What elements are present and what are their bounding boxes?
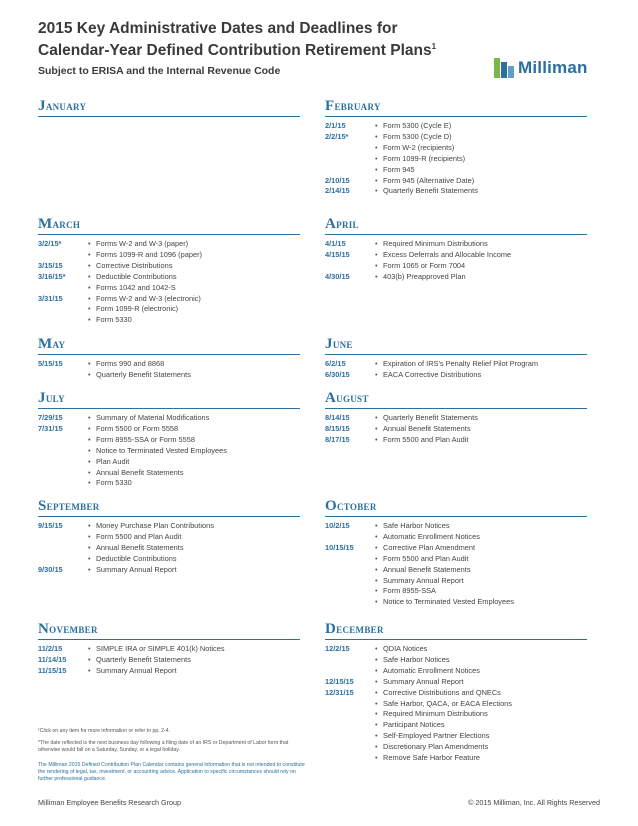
deadline-row[interactable]: [38, 446, 300, 457]
deadline-row[interactable]: [325, 121, 587, 132]
bullet-icon: •: [88, 445, 91, 455]
deadline-row[interactable]: [38, 250, 300, 261]
deadline-row[interactable]: [325, 597, 587, 608]
logo-text: Milliman: [518, 58, 588, 77]
deadline-date: [325, 576, 375, 587]
month-heading: June: [325, 336, 587, 355]
deadline-row[interactable]: [325, 543, 587, 554]
deadline-row[interactable]: [38, 315, 300, 326]
bullet-icon: •: [375, 413, 378, 422]
deadline-item[interactable]: Deductible Contributions: [96, 271, 177, 281]
bullet-icon: •: [88, 369, 91, 379]
deadline-row[interactable]: [38, 359, 300, 370]
deadline-row[interactable]: [325, 532, 587, 543]
bullet-icon: •: [88, 293, 91, 303]
month-february: [325, 98, 587, 197]
deadline-date: 3/2/15*: [38, 239, 62, 248]
deadline-date: 10/15/15: [325, 542, 354, 552]
bullet-icon: •: [88, 434, 91, 444]
deadline-date: [38, 543, 88, 554]
deadline-row[interactable]: [325, 720, 587, 731]
bullet-icon: •: [375, 553, 378, 563]
deadline-item[interactable]: Discretionary Plan Amendments: [383, 742, 489, 752]
deadline-date: 3/15/15: [38, 260, 63, 270]
footnote-business-day: *The date reflected is the next business day following a filing date of an IRS or Department of Labor form that otherwise would fall on a Saturday, Sunday, or a legal holiday.: [38, 740, 289, 753]
deadline-item[interactable]: Corrective Plan Amendment: [383, 542, 476, 552]
deadline-row[interactable]: [38, 457, 300, 468]
deadline-item[interactable]: Forms 990 and 8868: [96, 359, 165, 368]
bullet-icon: •: [88, 654, 91, 664]
deadline-item[interactable]: Summary Annual Report: [383, 676, 464, 686]
deadline-item[interactable]: Automatic Enrollment Notices: [383, 531, 480, 541]
deadline-row[interactable]: [38, 554, 300, 565]
deadline-item[interactable]: Summary of Material Modifications: [96, 413, 210, 422]
deadline-item[interactable]: Summary Annual Report: [96, 665, 177, 675]
deadline-row[interactable]: [38, 655, 300, 666]
deadline-item[interactable]: Required Minimum Distributions: [383, 709, 488, 719]
deadline-row[interactable]: [325, 753, 587, 764]
month-heading: December: [325, 621, 587, 640]
deadline-date: 6/2/15: [325, 359, 346, 368]
deadline-row[interactable]: [38, 478, 300, 489]
deadline-item[interactable]: Notice to Terminated Vested Employees: [383, 597, 514, 607]
disclaimer-note: The Milliman 2015 Defined Contribution Plan Calendar contains general information that is not intended to constitute the rendering of legal, tax, investment, or accounting advice. Application to specific circumstances should rely on further professional guidance.: [38, 762, 305, 782]
page-title: [38, 20, 608, 60]
deadline-item[interactable]: Quarterly Benefit Statements: [383, 413, 478, 422]
deadline-row[interactable]: [325, 359, 587, 370]
deadline-date: [325, 532, 375, 543]
month-heading: March: [38, 216, 300, 235]
deadline-date: 2/2/15*: [325, 131, 349, 141]
deadline-item[interactable]: Form 1065 or Form 7004: [383, 260, 466, 270]
deadline-row[interactable]: [38, 272, 300, 283]
milliman-logo-icon: [494, 58, 514, 78]
deadline-row[interactable]: [38, 424, 300, 435]
bullet-icon: •: [375, 676, 378, 686]
deadline-row[interactable]: [325, 655, 587, 666]
deadline-row[interactable]: [325, 576, 587, 587]
bullet-icon: •: [375, 709, 378, 719]
deadline-row[interactable]: [325, 424, 587, 435]
deadline-item[interactable]: EACA Corrective Distributions: [383, 369, 482, 379]
deadline-item[interactable]: Quarterly Benefit Statements: [96, 369, 191, 379]
month-november: [38, 621, 300, 677]
bullet-icon: •: [375, 260, 378, 270]
deadline-row[interactable]: [325, 154, 587, 165]
deadline-row[interactable]: [38, 666, 300, 677]
bullet-icon: •: [88, 315, 91, 325]
bullet-icon: •: [375, 597, 378, 607]
deadline-row[interactable]: [325, 731, 587, 742]
deadline-item[interactable]: Excess Deferrals and Allocable Income: [383, 249, 512, 259]
deadline-row[interactable]: [325, 586, 587, 597]
month-march: [38, 216, 300, 326]
month-august: [325, 390, 587, 446]
deadline-date: [325, 586, 375, 597]
deadline-row[interactable]: [38, 283, 300, 294]
deadline-row[interactable]: [38, 261, 300, 272]
milliman-logo: [494, 58, 588, 78]
deadline-item[interactable]: Participant Notices: [383, 720, 445, 730]
month-december: [325, 621, 587, 764]
month-january: [38, 98, 300, 121]
bullet-icon: •: [375, 542, 378, 552]
month-june: [325, 336, 587, 381]
deadline-item[interactable]: Form W-2 (recipients): [383, 142, 455, 152]
bullet-icon: •: [88, 413, 91, 422]
deadline-date: 4/1/15: [325, 239, 346, 248]
deadline-date: [325, 143, 375, 154]
deadline-date: 3/16/15*: [38, 271, 66, 281]
deadline-item[interactable]: Annual Benefit Statements: [383, 423, 471, 433]
bullet-icon: •: [88, 260, 91, 270]
deadline-row[interactable]: [325, 666, 587, 677]
bullet-icon: •: [88, 304, 91, 314]
month-april: [325, 216, 587, 283]
footer-left: Milliman Employee Benefits Research Group: [38, 798, 182, 807]
deadline-date: [38, 283, 88, 294]
deadline-item[interactable]: Form 5300 (Cycle E): [383, 121, 452, 130]
deadline-row[interactable]: [325, 413, 587, 424]
deadline-date: 9/15/15: [38, 521, 63, 530]
deadline-date: [325, 165, 375, 176]
deadline-row[interactable]: [325, 370, 587, 381]
bullet-icon: •: [88, 478, 91, 488]
deadline-item[interactable]: Form 5500 and Plan Audit: [96, 531, 182, 541]
deadline-date: 11/2/15: [38, 644, 63, 653]
title-line-1: 2015 Key Administrative Dates and Deadlines for: [38, 20, 398, 37]
deadline-date: [38, 435, 88, 446]
deadline-item[interactable]: Form 8955-SSA: [383, 586, 436, 596]
month-september: [38, 498, 300, 576]
deadline-item[interactable]: Annual Benefit Statements: [96, 467, 184, 477]
deadline-date: 2/10/15: [325, 175, 350, 185]
bullet-icon: •: [375, 531, 378, 541]
bullet-icon: •: [88, 282, 91, 292]
title-line-2: Calendar-Year Defined Contribution Retirement Plans: [38, 42, 432, 60]
deadline-row[interactable]: [325, 176, 587, 187]
bullet-icon: •: [375, 575, 378, 585]
deadline-date: [325, 261, 375, 272]
deadline-item[interactable]: Automatic Enrollment Notices: [383, 665, 480, 675]
deadline-row[interactable]: [325, 742, 587, 753]
bullet-icon: •: [375, 720, 378, 730]
deadline-item[interactable]: Corrective Distributions: [96, 260, 173, 270]
bullet-icon: •: [375, 239, 378, 248]
deadline-item[interactable]: Form 5330: [96, 315, 132, 325]
bullet-icon: •: [375, 359, 378, 368]
bullet-icon: •: [88, 249, 91, 259]
deadline-item[interactable]: Plan Audit: [96, 456, 130, 466]
deadline-date: [325, 720, 375, 731]
deadline-date: 11/15/15: [38, 665, 67, 675]
deadline-row[interactable]: [325, 677, 587, 688]
deadline-row[interactable]: [38, 435, 300, 446]
deadline-row[interactable]: [325, 186, 587, 197]
footnote-click: ¹Click on any item for more information or refer to pp. 2-4.: [38, 728, 171, 734]
deadline-item[interactable]: Forms 1042 and 1042-S: [96, 282, 176, 292]
deadline-date: [325, 742, 375, 753]
deadline-date: [38, 478, 88, 489]
deadline-item[interactable]: Forms 1099-R and 1096 (paper): [96, 249, 202, 259]
deadline-item[interactable]: Safe Harbor Notices: [383, 654, 450, 664]
deadline-date: [38, 304, 88, 315]
bullet-icon: •: [375, 654, 378, 664]
deadline-date: 3/31/15: [38, 293, 63, 303]
deadline-item[interactable]: Deductible Contributions: [96, 553, 177, 563]
deadline-item[interactable]: Expiration of IRS's Penalty Relief Pilot Program: [383, 359, 539, 368]
month-heading: July: [38, 390, 300, 409]
bullet-icon: •: [375, 434, 378, 444]
month-heading: September: [38, 498, 300, 517]
deadline-date: 11/14/15: [38, 654, 67, 664]
bullet-icon: •: [375, 271, 378, 281]
deadline-row[interactable]: [325, 554, 587, 565]
deadline-item[interactable]: Form 5330: [96, 478, 132, 488]
deadline-date: 2/14/15: [325, 186, 350, 196]
deadline-row[interactable]: [325, 250, 587, 261]
deadline-item[interactable]: Summary Annual Report: [383, 575, 464, 585]
bullet-icon: •: [88, 531, 91, 541]
deadline-row[interactable]: [38, 543, 300, 554]
deadline-row[interactable]: [325, 435, 587, 446]
bullet-icon: •: [375, 742, 378, 752]
bullet-icon: •: [88, 542, 91, 552]
bullet-icon: •: [375, 644, 378, 653]
deadline-date: 7/29/15: [38, 413, 63, 422]
deadline-row[interactable]: [325, 699, 587, 710]
deadline-row[interactable]: [325, 644, 587, 655]
deadline-row[interactable]: [38, 565, 300, 576]
deadline-row[interactable]: [325, 688, 587, 699]
deadline-date: [38, 457, 88, 468]
deadline-date: [38, 554, 88, 565]
bullet-icon: •: [375, 369, 378, 379]
bullet-icon: •: [375, 665, 378, 675]
deadline-date: [325, 753, 375, 764]
deadline-date: [325, 709, 375, 720]
deadline-date: [38, 315, 88, 326]
deadline-date: 10/2/15: [325, 521, 350, 530]
deadline-row[interactable]: [38, 413, 300, 424]
bullet-icon: •: [88, 467, 91, 477]
deadline-row[interactable]: [325, 239, 587, 250]
month-heading: April: [325, 216, 587, 235]
bullet-icon: •: [375, 121, 378, 130]
bullet-icon: •: [375, 142, 378, 152]
deadline-date: [325, 666, 375, 677]
month-may: [38, 336, 300, 381]
deadline-date: 8/15/15: [325, 423, 350, 433]
bullet-icon: •: [88, 359, 91, 368]
bullet-icon: •: [375, 423, 378, 433]
month-july: [38, 390, 300, 489]
bullet-icon: •: [88, 456, 91, 466]
deadline-item[interactable]: Notice to Terminated Vested Employees: [96, 445, 227, 455]
deadline-date: [325, 731, 375, 742]
deadline-item[interactable]: Summary Annual Report: [96, 564, 177, 574]
deadline-item[interactable]: Form 5500 and Plan Audit: [383, 434, 469, 444]
deadline-row[interactable]: [38, 644, 300, 655]
deadline-date: 12/31/15: [325, 687, 354, 697]
deadline-row[interactable]: [325, 272, 587, 283]
deadline-item[interactable]: Quarterly Benefit Statements: [383, 186, 478, 196]
bullet-icon: •: [88, 271, 91, 281]
subtitle: Subject to ERISA and the Internal Revenue Code: [38, 65, 281, 78]
deadline-date: [325, 699, 375, 710]
deadline-row[interactable]: [325, 565, 587, 576]
deadline-item[interactable]: Forms W-2 and W-3 (electronic): [96, 293, 201, 303]
deadline-item[interactable]: SIMPLE IRA or SIMPLE 401(k) Notices: [96, 644, 225, 653]
deadline-item[interactable]: Quarterly Benefit Statements: [96, 654, 191, 664]
bullet-icon: •: [375, 153, 378, 163]
deadline-item[interactable]: Money Purchase Plan Contributions: [96, 521, 214, 530]
bullet-icon: •: [375, 564, 378, 574]
bullet-icon: •: [375, 164, 378, 174]
bullet-icon: •: [375, 186, 378, 196]
deadline-date: 7/31/15: [38, 423, 63, 433]
deadline-item[interactable]: Safe Harbor Notices: [383, 521, 450, 530]
deadline-row[interactable]: [325, 165, 587, 176]
bullet-icon: •: [375, 731, 378, 741]
bullet-icon: •: [88, 665, 91, 675]
month-heading: August: [325, 390, 587, 409]
deadline-item[interactable]: Form 945: [383, 164, 415, 174]
deadline-item[interactable]: Annual Benefit Statements: [383, 564, 471, 574]
deadline-date: [325, 655, 375, 666]
month-october: [325, 498, 587, 608]
deadline-item[interactable]: Form 8955-SSA or Form 5558: [96, 434, 195, 444]
bullet-icon: •: [375, 521, 378, 530]
deadline-date: [325, 554, 375, 565]
deadline-date: [325, 565, 375, 576]
month-heading: October: [325, 498, 587, 517]
deadline-row[interactable]: [325, 709, 587, 720]
deadline-row[interactable]: [325, 521, 587, 532]
deadline-item[interactable]: Safe Harbor, QACA, or EACA Elections: [383, 698, 512, 708]
deadline-row[interactable]: [38, 468, 300, 479]
deadline-date: [38, 250, 88, 261]
deadline-date: 12/2/15: [325, 644, 350, 653]
deadline-item[interactable]: Form 1099-R (recipients): [383, 153, 466, 163]
deadline-date: [38, 446, 88, 457]
deadline-row[interactable]: [325, 261, 587, 272]
deadline-row[interactable]: [38, 532, 300, 543]
deadline-item[interactable]: Forms W-2 and W-3 (paper): [96, 239, 189, 248]
bullet-icon: •: [88, 553, 91, 563]
month-heading: February: [325, 98, 587, 117]
title-footnote-mark: 1: [431, 42, 437, 51]
deadline-item[interactable]: Form 1099-R (electronic): [96, 304, 179, 314]
bullet-icon: •: [88, 564, 91, 574]
bullet-icon: •: [375, 586, 378, 596]
deadline-date: 8/17/15: [325, 434, 350, 444]
month-heading: May: [38, 336, 300, 355]
deadline-row[interactable]: [38, 239, 300, 250]
deadline-item[interactable]: Form 5500 and Plan Audit: [383, 553, 469, 563]
deadline-row[interactable]: [38, 370, 300, 381]
deadline-item[interactable]: Corrective Distributions and QNECs: [383, 687, 501, 697]
bullet-icon: •: [375, 687, 378, 697]
deadline-date: 4/30/15: [325, 271, 350, 281]
deadline-item[interactable]: Annual Benefit Statements: [96, 542, 184, 552]
bullet-icon: •: [375, 175, 378, 185]
deadline-item[interactable]: Required Minimum Distributions: [383, 239, 488, 248]
bullet-icon: •: [88, 423, 91, 433]
deadline-date: 9/30/15: [38, 564, 63, 574]
deadline-date: [38, 468, 88, 479]
deadline-row[interactable]: [38, 304, 300, 315]
deadline-date: [38, 370, 88, 381]
month-heading: November: [38, 621, 300, 640]
deadline-date: 6/30/15: [325, 369, 350, 379]
deadline-item[interactable]: 403(b) Preapproved Plan: [383, 271, 466, 281]
deadline-date: 8/14/15: [325, 413, 350, 422]
deadline-item[interactable]: Form 5500 or Form 5558: [96, 423, 179, 433]
bullet-icon: •: [375, 249, 378, 259]
deadline-date: 12/15/15: [325, 676, 354, 686]
bullet-icon: •: [375, 698, 378, 708]
deadline-date: 2/1/15: [325, 121, 346, 130]
deadline-row[interactable]: [325, 143, 587, 154]
deadline-row[interactable]: [325, 132, 587, 143]
bullet-icon: •: [88, 239, 91, 248]
deadline-date: 5/15/15: [38, 359, 63, 368]
bullet-icon: •: [88, 644, 91, 653]
bullet-icon: •: [375, 131, 378, 141]
deadline-item[interactable]: Form 5300 (Cycle D): [383, 131, 452, 141]
deadline-row[interactable]: [38, 521, 300, 532]
deadline-date: 4/15/15: [325, 249, 350, 259]
deadline-row[interactable]: [38, 294, 300, 305]
deadline-item[interactable]: Self-Employed Partner Elections: [383, 731, 490, 741]
deadline-item[interactable]: Remove Safe Harbor Feature: [383, 753, 480, 763]
deadline-date: [325, 154, 375, 165]
deadline-item[interactable]: QDIA Notices: [383, 644, 428, 653]
footer-right: © 2015 Milliman, Inc. All Rights Reserved: [468, 798, 600, 807]
deadline-date: [325, 597, 375, 608]
month-heading: January: [38, 98, 300, 117]
deadline-item[interactable]: Form 945 (Alternative Date): [383, 175, 475, 185]
deadline-date: [38, 532, 88, 543]
bullet-icon: •: [88, 521, 91, 530]
bullet-icon: •: [375, 753, 378, 763]
